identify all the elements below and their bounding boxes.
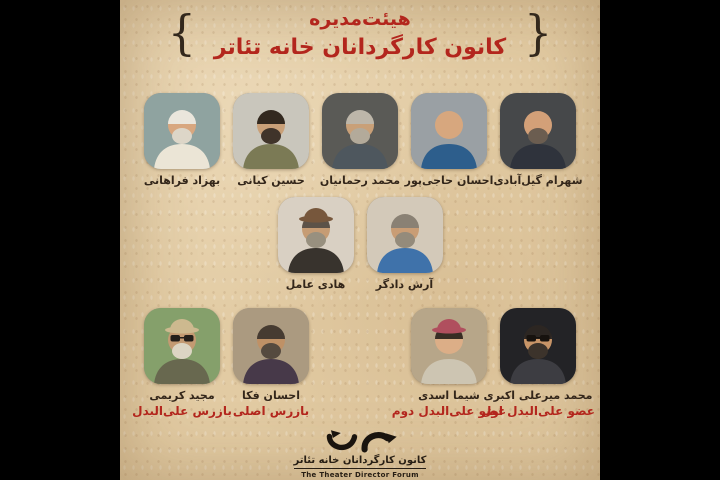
avatar [144, 308, 220, 384]
member-card [404, 93, 494, 187]
person-silhouette-icon [144, 308, 220, 384]
board-row-3 [120, 308, 600, 418]
bracket-ornament-left: { [167, 5, 196, 61]
member-role: بازرس اصلی [232, 404, 310, 418]
avatar [144, 93, 220, 169]
person-silhouette-icon [367, 197, 443, 273]
bracket-ornament-right: } [524, 5, 553, 61]
avatar [411, 308, 487, 384]
title-line-1: هیئت‌مدیره [309, 8, 411, 30]
member-card [233, 93, 309, 187]
member-card [132, 308, 232, 418]
board-row-1 [120, 93, 600, 187]
person-silhouette-icon [233, 93, 309, 169]
person-silhouette-icon [500, 308, 576, 384]
member-card [367, 197, 443, 291]
person-silhouette-icon [144, 93, 220, 169]
avatar [278, 197, 354, 273]
board-row-2 [120, 197, 600, 291]
letterbox-left [0, 0, 120, 480]
member-name: شیما اسدی [418, 389, 480, 402]
person-silhouette-icon [411, 308, 487, 384]
member-card [144, 93, 220, 187]
member-name: احسان فکا [242, 389, 300, 402]
member-name: حسین کیانی [237, 174, 305, 187]
avatar [233, 93, 309, 169]
forum-name-en: The Theater Director Forum [301, 471, 419, 479]
member-role: بازرس علی‌البدل [132, 404, 232, 418]
member-name: محمد رحمانیان [319, 174, 401, 187]
avatar [322, 93, 398, 169]
avatar [500, 93, 576, 169]
member-name: مجید کریمی [149, 389, 215, 402]
member-name: هادی عامل [285, 278, 346, 291]
person-silhouette-icon [233, 308, 309, 384]
avatar [367, 197, 443, 273]
member-card [278, 197, 354, 291]
member-role: عضو علی‌البدل دوم [391, 404, 507, 418]
person-silhouette-icon [500, 93, 576, 169]
member-card [481, 308, 595, 418]
member-role: عضو علی‌البدل اول [481, 404, 595, 418]
member-name: آرش دادگر [375, 278, 434, 291]
paper-panel [120, 0, 600, 480]
avatar [233, 308, 309, 384]
avatar [500, 308, 576, 384]
member-name: احسان حاجی‌پور [404, 174, 494, 187]
forum-logo-mark-icon [321, 428, 399, 454]
member-name: شهرام گیل‌آبادی [493, 174, 583, 187]
person-silhouette-icon [411, 93, 487, 169]
person-silhouette-icon [278, 197, 354, 273]
member-card [233, 308, 309, 418]
person-silhouette-icon [322, 93, 398, 169]
member-name: محمد میرعلی اکبری [483, 389, 593, 402]
page-title [214, 6, 506, 61]
member-card [319, 93, 401, 187]
member-name: بهزاد فراهانی [143, 174, 221, 187]
letterbox-right [600, 0, 720, 480]
footer-logo [120, 428, 600, 479]
member-card [391, 308, 507, 418]
avatar [411, 93, 487, 169]
forum-name-fa: کانون کارگردانان خانه تئاتر [294, 455, 427, 469]
title-line-2: کانون کارگردانان خانه تئاتر [213, 34, 507, 60]
member-card [493, 93, 583, 187]
header [120, 6, 600, 61]
